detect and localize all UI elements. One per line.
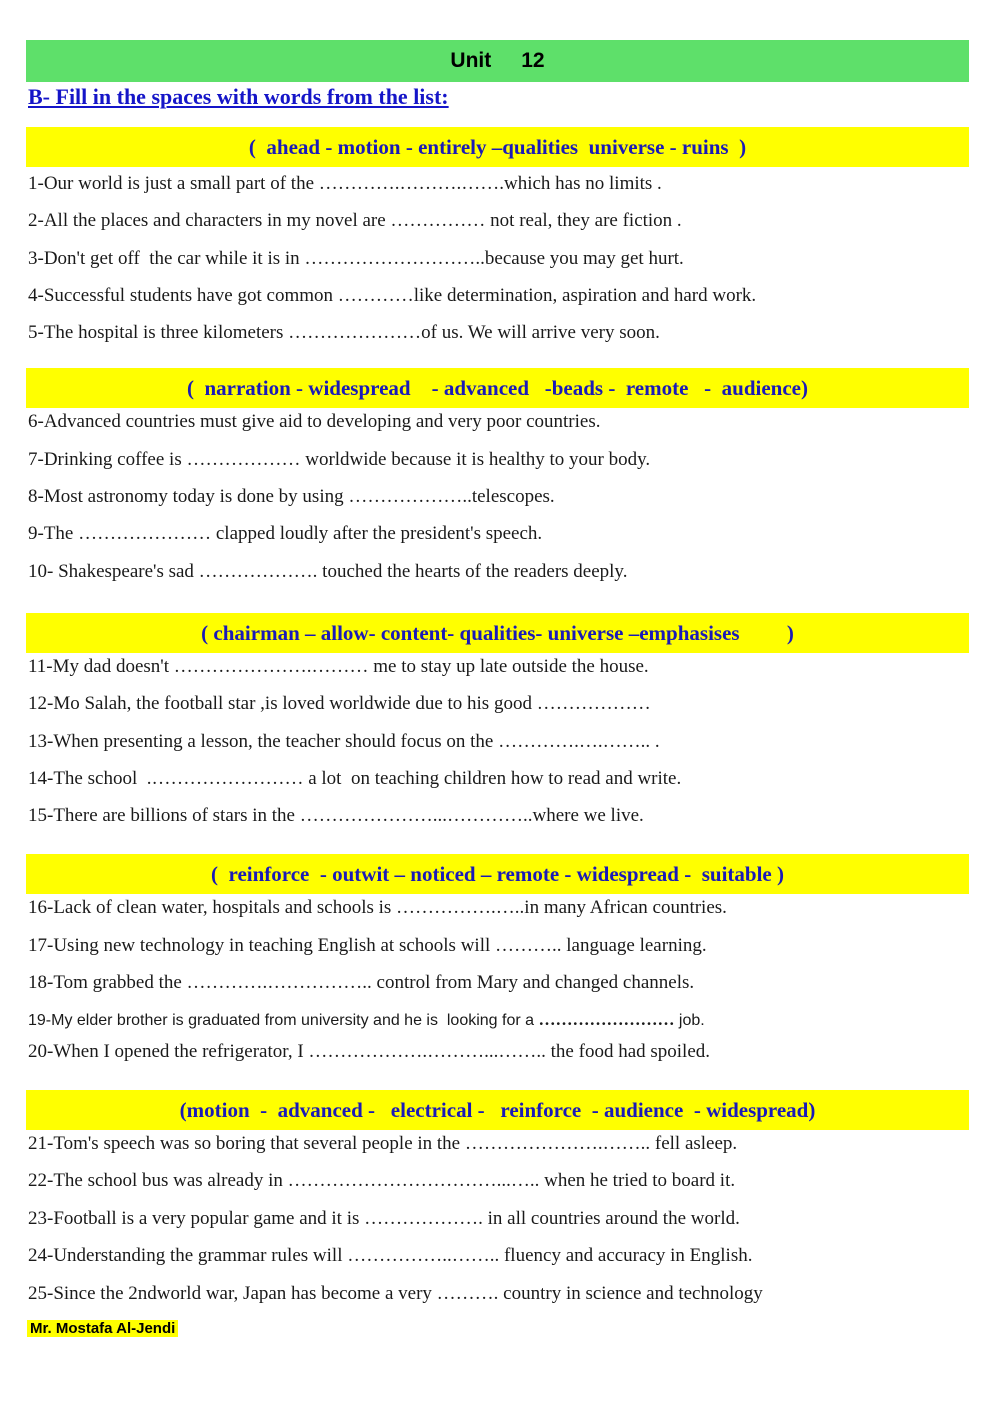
sentence-18: 18-Tom grabbed the ………….…………….. control from Mary and changed channels.	[28, 972, 695, 993]
sentence-19	[28, 1010, 705, 1030]
word-list-1: ( ahead - motion - entirely –qualities universe - ruins )	[26, 127, 969, 167]
sentence-12: 12-Mo Salah, the football star ,is loved worldwide due to his good ………………	[28, 693, 651, 714]
sentence-11: 11-My dad doesn't ………………….……… me to stay up late outside the house.	[28, 656, 649, 677]
sentence-19-text: 19-My elder brother is graduated from university and he is looking for a	[28, 1012, 539, 1029]
sentence-7: 7-Drinking coffee is ……………… worldwide because it is healthy to your body.	[28, 449, 651, 470]
sentence-14: 14-The school .…………………… a lot on teaching children how to read and write.	[28, 768, 682, 789]
sentence-24: 24-Understanding the grammar rules will ……………..…….. fluency and accuracy in English.	[28, 1245, 753, 1266]
author-label: Mr. Mostafa Al-Jendi	[27, 1320, 178, 1337]
unit-number: 12	[521, 49, 545, 72]
unit-label: Unit	[450, 49, 492, 72]
sentence-13: 13-When presenting a lesson, the teacher should focus on the ………….….…….. .	[28, 731, 660, 752]
sentence-15: 15-There are billions of stars in the …………………...…………..where we live.	[28, 805, 644, 826]
sentence-21: 21-Tom's speech was so boring that several people in the ………………….…….. fell asleep.	[28, 1133, 738, 1154]
word-list-2: ( narration - widespread - advanced -beads - remote - audience)	[26, 368, 969, 408]
sentence-19-blank: ……………………	[538, 1010, 675, 1029]
sentence-5: 5-The hospital is three kilometers …………………of us. We will arrive very soon.	[28, 322, 660, 343]
sentence-16: 16-Lack of clean water, hospitals and schools is …………….…..in many African countries.	[28, 897, 727, 918]
sentence-4: 4-Successful students have got common …………like determination, aspiration and hard work.	[28, 285, 757, 306]
word-list-3: ( chairman – allow- content- qualities- universe –emphasises )	[26, 613, 969, 653]
sentence-6: 6-Advanced countries must give aid to developing and very poor countries.	[28, 411, 601, 432]
sentence-8: 8-Most astronomy today is done by using ………………..telescopes.	[28, 486, 555, 507]
sentence-19-end: job.	[674, 1012, 705, 1029]
sentence-17: 17-Using new technology in teaching English at schools will ……….. language learning.	[28, 935, 707, 956]
sentence-25: 25-Since the 2ndworld war, Japan has become a very ………. country in science and technology	[28, 1283, 763, 1304]
sentence-9: 9-The ………………… clapped loudly after the president's speech.	[28, 523, 543, 544]
instruction-heading: B- Fill in the spaces with words from the list:	[28, 84, 449, 109]
word-list-4: ( reinforce - outwit – noticed – remote - widespread - suitable )	[26, 854, 969, 894]
unit-title-bar	[26, 40, 969, 82]
sentence-1: 1-Our world is just a small part of the ………….……….…….which has no limits .	[28, 173, 662, 194]
sentence-20: 20-When I opened the refrigerator, I ……………….………...…….. the food had spoiled.	[28, 1041, 711, 1062]
sentence-2: 2-All the places and characters in my novel are …………… not real, they are fiction .	[28, 210, 682, 231]
sentence-23: 23-Football is a very popular game and it is ………………. in all countries around the world.	[28, 1208, 740, 1229]
sentence-22: 22-The school bus was already in ……………………………...….. when he tried to board it.	[28, 1170, 736, 1191]
sentence-3: 3-Don't get off the car while it is in ………………………..because you may get hurt.	[28, 248, 684, 269]
sentence-10: 10- Shakespeare's sad ………………. touched the hearts of the readers deeply.	[28, 561, 628, 582]
word-list-5: (motion - advanced - electrical - reinforce - audience - widespread)	[26, 1090, 969, 1130]
